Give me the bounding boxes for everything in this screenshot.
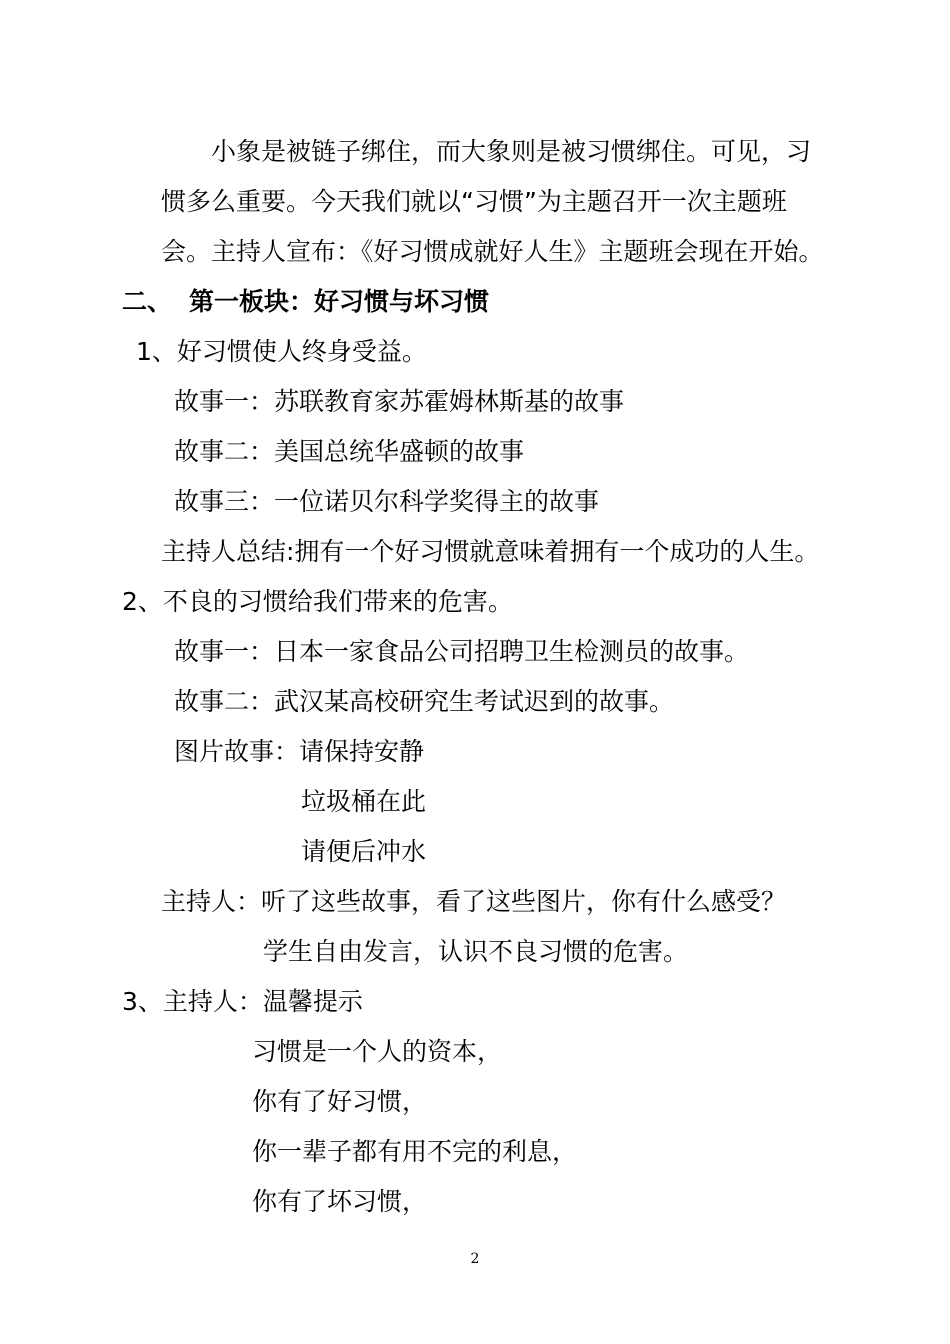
part3-tip-2: 你有了好习惯， (252, 1087, 428, 1116)
part3-tip-3: 你一辈子都有用不完的利息， (252, 1137, 578, 1166)
part2-host-question: 主持人：听了这些故事，看了这些图片，你有什么感受？ (161, 887, 787, 916)
section-number: 二、 (122, 287, 173, 316)
part1-story-1: 故事一：苏联教育家苏霍姆林斯基的故事 (174, 387, 625, 416)
intro-line-3: 会。主持人宣布：《好习惯成就好人生》主题班会现在开始。 (161, 237, 824, 266)
part3-tip-1: 习惯是一个人的资本， (252, 1037, 503, 1066)
part2-story-2: 故事二：武汉某高校研究生考试迟到的故事。 (174, 687, 675, 716)
part1-heading: 1、好习惯使人终身受益。 (136, 337, 427, 366)
intro-line-2: 惯多么重要。今天我们就以“习惯”为主题召开一次主题班 (161, 187, 787, 216)
intro-line-1: 小象是被链子绑住，而大象则是被习惯绑住。可见，习 (211, 137, 812, 166)
part1-summary: 主持人总结:拥有一个好习惯就意味着拥有一个成功的人生。 (161, 537, 820, 566)
part2-picture-item-3: 请便后冲水 (301, 837, 427, 866)
part2-picture-story: 图片故事：请保持安静 (174, 737, 425, 766)
part3-heading: 3、主持人：温馨提示 (122, 987, 363, 1016)
page-number: 2 (470, 1251, 480, 1267)
part2-student-response: 学生自由发言，认识不良习惯的危害。 (263, 937, 689, 966)
part1-story-2: 故事二：美国总统华盛顿的故事 (174, 437, 525, 466)
part2-heading: 2、不良的习惯给我们带来的危害。 (122, 587, 513, 616)
section-title: 第一板块：好习惯与坏习惯 (189, 287, 490, 316)
part3-tip-4: 你有了坏习惯， (252, 1187, 428, 1216)
part2-story-1: 故事一：日本一家食品公司招聘卫生检测员的故事。 (174, 637, 750, 666)
part1-story-3: 故事三：一位诺贝尔科学奖得主的故事 (174, 487, 600, 516)
part2-picture-item-2: 垃圾桶在此 (301, 787, 427, 816)
